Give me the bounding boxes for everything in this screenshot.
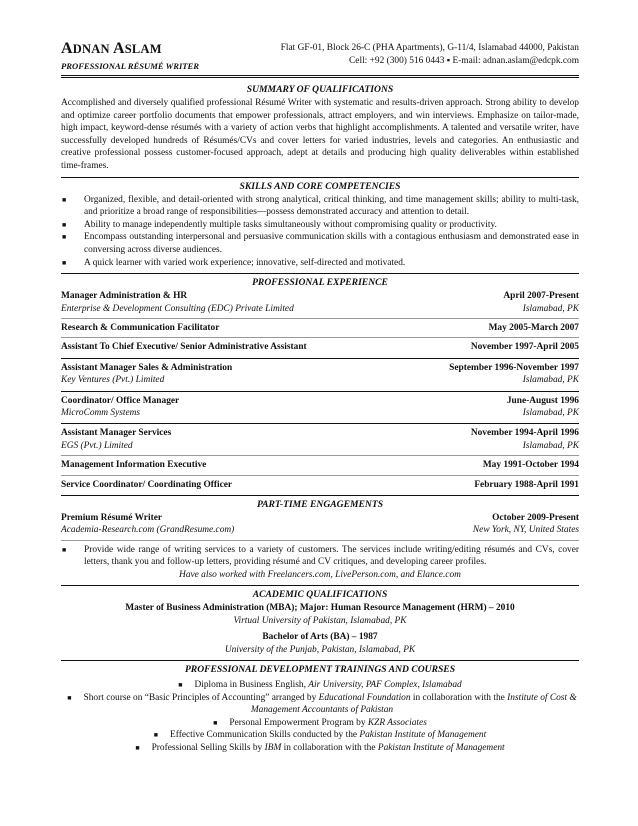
job-date: June-August 1996	[506, 395, 579, 406]
job-role: Assistant To Chief Executive/ Senior Administrative Assistant	[61, 342, 307, 353]
experience-title: PROFESSIONAL EXPERIENCE	[252, 277, 388, 289]
job-location: New York, NY, United States	[472, 525, 579, 536]
job-date: October 2009-Present	[492, 513, 579, 523]
degree: Master of Business Administration (MBA); Major: Human Resource Management (HRM) – 2010	[125, 603, 515, 614]
institution: University of the Punjab, Pakistan, Islamabad, PK	[224, 644, 416, 655]
job-date: November 1997-April 2005	[470, 342, 579, 353]
job-org: EGS (Pvt.) Limited	[61, 440, 133, 451]
also-worked-with: Have also worked with Freelancers.com, LivePerson.com, and Elance.com	[179, 570, 461, 580]
bullet-icon: ■	[135, 744, 140, 752]
bullet-icon: ■	[62, 545, 67, 554]
divider	[61, 318, 579, 319]
bullet-icon: ■	[62, 233, 67, 242]
bullet-icon: ■	[62, 220, 67, 229]
training-item: ■ Professional Selling Skills by IBM in collaboration with the Pakistan Institute of Management	[135, 743, 505, 753]
job-role: Management Information Executive	[61, 460, 207, 471]
address: Flat GF-01, Block 26-C (PHA Apartments), G-11/4, Islamabad 44000, Pakistan	[280, 43, 579, 53]
academic-title: ACADEMIC QUALIFICATIONS	[252, 589, 388, 601]
bullet-icon: ■	[62, 195, 67, 204]
job-date: April 2007-Present	[503, 291, 579, 302]
job-date: May 1991-October 1994	[482, 460, 579, 471]
list-item: ■ Encompass outstanding interpersonal and persuasive communication skills with a contagious enthusiasm and demonstrated ease in conversing across diverse audiences.	[62, 232, 579, 255]
job-date: November 1994-April 1996	[470, 428, 579, 439]
job-role: Premium Résumé Writer	[61, 513, 163, 523]
bullet-icon: ■	[213, 718, 218, 727]
job-role: Assistant Manager Sales & Administration	[61, 362, 233, 373]
training-item: ■ Effective Communication Skills conducted by the Pakistan Institute of Management	[153, 730, 487, 741]
bullet-icon: ■	[67, 693, 72, 702]
job-entry	[61, 290, 579, 354]
job-role: Research & Communication Facilitator	[61, 322, 220, 333]
divider	[61, 540, 579, 541]
summary-text: Accomplished and diversely qualified professional Résumé Writer with systematic and results-driven approach. Strong ability to develop and optimize career portfolio documents that empower professionals, attract employers, and win interviews. Emphasize on tailor-made, high impact, keyword-dense résumés with a variety of action verbs that highlight accomplishments. A talented and versatile writer, have successfully developed hundreds of Résumés/CVs and cover letters for varied industries, levels and categories. An enthusiastic and creative professional possess customer-focused approach, adept at details and producing high quality deliverables within established time-frames.	[61, 98, 579, 171]
job-date: May 2005-March 2007	[488, 322, 579, 333]
divider	[61, 273, 579, 274]
job-org: Enterprise & Development Consulting (EDC) Private Limited	[61, 303, 294, 314]
divider	[61, 423, 579, 424]
job-location: Islamabad, PK	[522, 303, 579, 314]
list-item: ■ Provide wide range of writing services to a variety of customers. The services include writing/editing résumés and CVs, cover letters, thank you and follow-up letters, providing résumé and CV critiques, and developing career profiles.	[62, 544, 579, 568]
job-entry	[61, 362, 579, 387]
resume-page	[61, 40, 579, 755]
summary-title: SUMMARY OF QUALIFICATIONS	[246, 84, 394, 95]
candidate-name: ADNAN ASLAM	[61, 40, 162, 57]
job-role: Service Coordinator/ Coordinating Officer	[61, 479, 233, 490]
job-role: Coordinator/ Office Manager	[61, 395, 180, 406]
job-role: Manager Administration & HR	[61, 291, 188, 302]
parttime-list	[61, 544, 579, 569]
bullet-icon: ■	[62, 258, 67, 267]
contact-block	[281, 42, 579, 68]
divider	[61, 337, 579, 338]
divider	[61, 391, 579, 392]
divider	[61, 455, 579, 456]
job-location: Islamabad, PK	[522, 375, 579, 386]
job-location: Islamabad, PK	[522, 440, 579, 451]
candidate-title: PROFESSIONAL RÉSUMÉ WRITER	[61, 61, 200, 71]
job-org: Academia-Research.com (GrandResume.com)	[61, 525, 235, 536]
resume-header	[61, 40, 579, 74]
divider	[61, 177, 579, 178]
job-date: February 1988-April 1991	[474, 479, 579, 490]
list-item: ■ Organized, flexible, and detail-oriented with strong analytical, critical thinking, and time management skills; ability to multi-task, and prioritize a broad range of responsibilities—possess demonstrated accuracy and attention to detail.	[62, 194, 579, 218]
skills-list	[61, 194, 579, 270]
divider	[61, 358, 579, 359]
training-item: ■ Personal Empowerment Program by KZR Associates	[213, 717, 427, 728]
training-item: ■ Diploma in Business English, Air University, PAF Complex, Islamabad	[178, 680, 462, 691]
header-divider	[61, 75, 579, 78]
job-org: MicroComm Systems	[61, 407, 141, 418]
job-role: Assistant Manager Services	[61, 428, 172, 439]
bullet-icon: ■	[178, 681, 183, 690]
job-location: Islamabad, PK	[522, 407, 579, 418]
parttime-title: PART-TIME ENGAGEMENTS	[256, 499, 384, 510]
divider	[61, 660, 579, 661]
bullet-icon: ■	[153, 731, 159, 740]
training-title: PROFESSIONAL DEVELOPMENT TRAININGS AND COURSES	[184, 664, 456, 676]
list-item: ■ A quick learner with varied work experience; innovative, self-directed and motivated.	[62, 257, 406, 268]
job-date: September 1996-November 1997	[449, 362, 579, 373]
institution: Virtual University of Pakistan, Islamabad, PK	[233, 615, 407, 626]
divider	[61, 585, 579, 586]
degree: Bachelor of Arts (BA) – 1987	[262, 632, 378, 643]
job-org: Key Ventures (Pvt.) Limited	[61, 375, 165, 386]
divider	[61, 495, 579, 496]
job-entry	[61, 395, 579, 420]
skills-title: SKILLS AND CORE COMPETENCIES	[239, 180, 401, 192]
phone-email: Cell: +92 (300) 516 0443 ▪ E-mail: adnan.aslam@edcpk.com	[349, 56, 579, 66]
job-entry	[61, 427, 579, 491]
training-item: ■ Short course on “Basic Principles of Accounting” arranged by Educational Foundation in collaboration with the Institute of Cost & Management Accountants of Pakistan	[67, 692, 577, 716]
list-item: ■ Ability to manage independently multiple tasks simultaneously without compromising quality or productivity.	[62, 219, 497, 230]
divider	[61, 475, 579, 476]
